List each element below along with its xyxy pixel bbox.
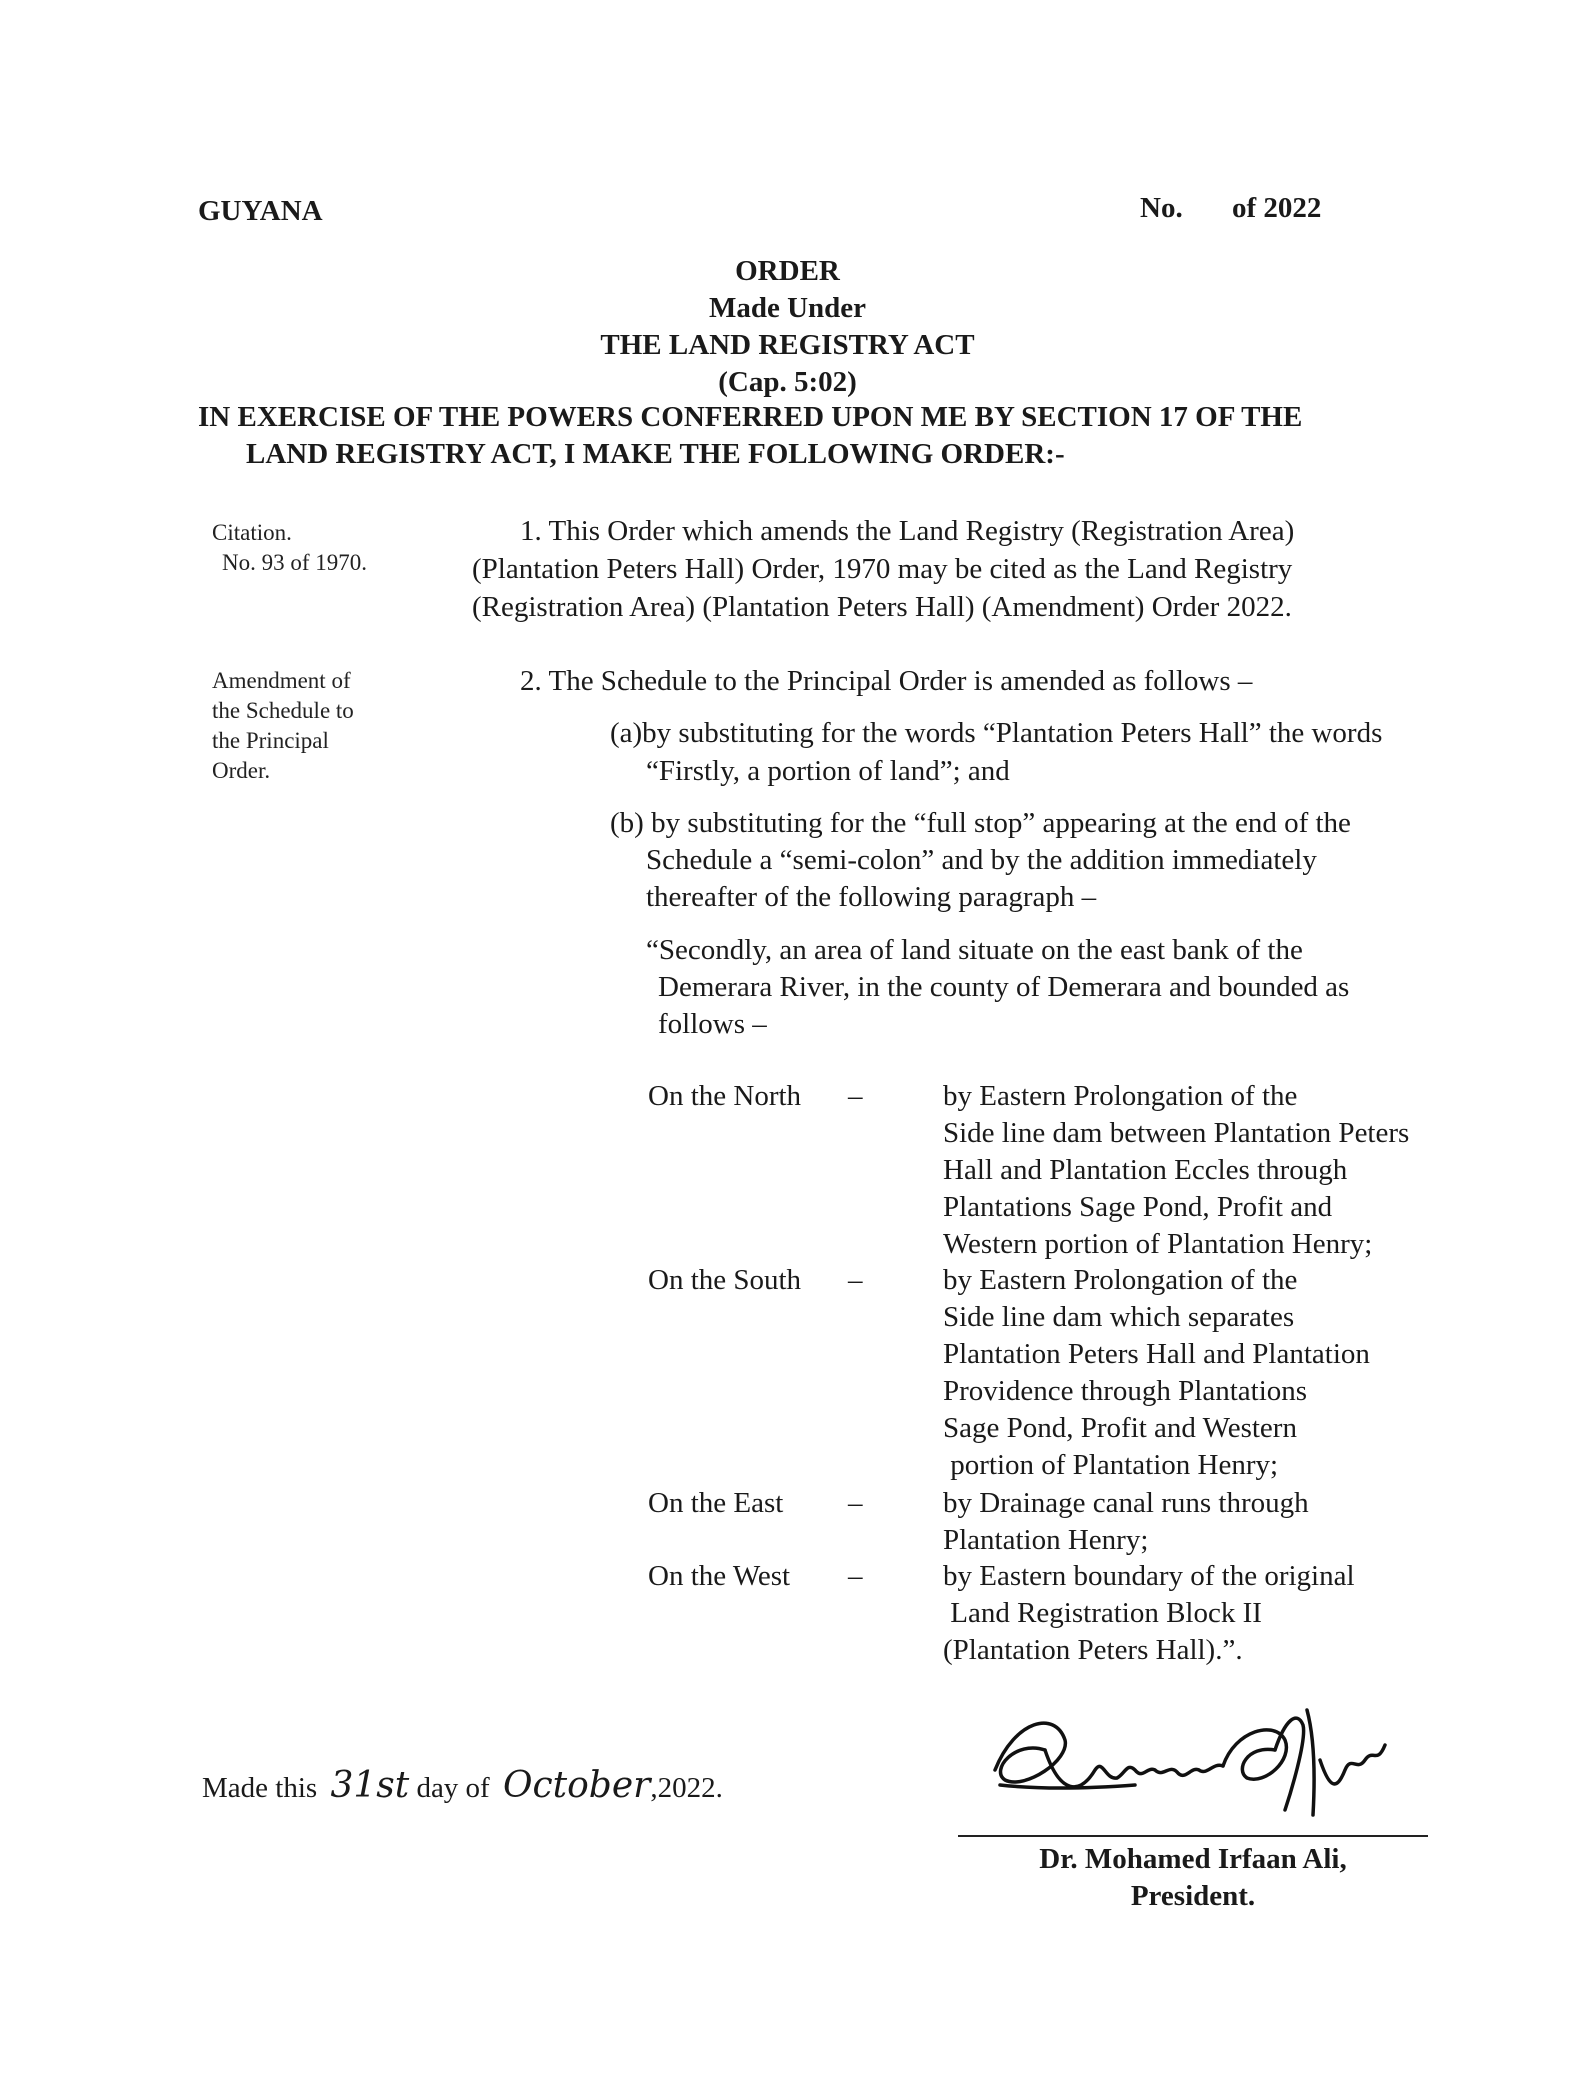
president-signature <box>985 1700 1405 1820</box>
signatory-title: President. <box>1130 1880 1256 1912</box>
section1-line2: (Plantation Peters Hall) Order, 1970 may be cited as the Land Registry <box>472 553 1293 585</box>
section2-b-line1: (b) by substituting for the “full stop” appearing at the end of the <box>610 807 1351 839</box>
title-order: ORDER <box>735 255 840 287</box>
margin-note-amendment-4: Order. <box>212 758 271 783</box>
boundary-south-label: On the South <box>648 1264 802 1296</box>
boundary-north-line1: by Eastern Prolongation of the <box>943 1080 1298 1112</box>
made-month-handwritten: October <box>502 1765 651 1806</box>
section2-quote-line3: follows – <box>658 1008 767 1040</box>
section2-b-line3: thereafter of the following paragraph – <box>646 881 1097 913</box>
order-number-label: No. <box>1140 192 1183 224</box>
order-year-label: of 2022 <box>1232 192 1322 224</box>
boundary-north-line2: Side line dam between Plantation Peters <box>943 1117 1410 1149</box>
boundary-east-line1: by Drainage canal runs through <box>943 1487 1309 1519</box>
boundary-south-line4: Providence through Plantations <box>943 1375 1308 1407</box>
made-prefix: Made this <box>202 1772 318 1804</box>
boundary-south-line1: by Eastern Prolongation of the <box>943 1264 1298 1296</box>
boundary-south-line3: Plantation Peters Hall and Plantation <box>943 1338 1370 1370</box>
boundary-south-line5: Sage Pond, Profit and Western <box>943 1412 1297 1444</box>
boundary-north-line4: Plantations Sage Pond, Profit and <box>943 1191 1333 1223</box>
margin-note-citation: Citation. <box>212 520 292 545</box>
made-year: ,2022. <box>650 1772 723 1804</box>
boundary-south-dash: – <box>848 1264 863 1296</box>
section2-intro: 2. The Schedule to the Principal Order is amended as follows – <box>520 665 1253 697</box>
margin-note-citation-ref: No. 93 of 1970. <box>222 550 368 575</box>
margin-note-amendment-1: Amendment of <box>212 668 351 693</box>
section2-a-line1: (a)by substituting for the words “Plantation Peters Hall” the words <box>610 717 1383 749</box>
boundary-west-dash: – <box>848 1560 863 1592</box>
title-made-under: Made Under <box>708 292 867 324</box>
made-mid: day of <box>416 1772 490 1804</box>
title-powers-line2: LAND REGISTRY ACT, I MAKE THE FOLLOWING ORDER:- <box>246 438 1065 470</box>
boundary-east-dash: – <box>848 1487 863 1519</box>
made-day-handwritten: 31st <box>330 1765 410 1806</box>
section1-line1: 1. This Order which amends the Land Registry (Registration Area) <box>520 515 1295 547</box>
boundary-west-line3: (Plantation Peters Hall).”. <box>943 1634 1243 1666</box>
made-date-line <box>202 1767 723 1807</box>
boundary-west-line2: Land Registration Block II <box>943 1597 1262 1629</box>
margin-note-amendment-3: the Principal <box>212 728 329 753</box>
title-act-name: THE LAND REGISTRY ACT <box>600 329 975 361</box>
title-cap: (Cap. 5:02) <box>718 366 857 398</box>
section2-a-line2: “Firstly, a portion of land”; and <box>646 755 1010 787</box>
section2-b-line2: Schedule a “semi-colon” and by the addition immediately <box>646 844 1317 876</box>
section1-line3: (Registration Area) (Plantation Peters Hall) (Amendment) Order 2022. <box>472 591 1292 623</box>
boundary-west-line1: by Eastern boundary of the original <box>943 1560 1355 1592</box>
country-heading: GUYANA <box>198 195 323 227</box>
signature-rule <box>958 1835 1428 1837</box>
section2-quote-line1: “Secondly, an area of land situate on the east bank of the <box>646 934 1303 966</box>
boundary-north-label: On the North <box>648 1080 802 1112</box>
boundary-west-label: On the West <box>648 1560 791 1592</box>
boundary-south-line2: Side line dam which separates <box>943 1301 1295 1333</box>
boundary-east-line2: Plantation Henry; <box>943 1524 1149 1556</box>
boundary-north-line5: Western portion of Plantation Henry; <box>943 1228 1373 1260</box>
section2-quote-line2: Demerara River, in the county of Demerara and bounded as <box>658 971 1350 1003</box>
boundary-north-line3: Hall and Plantation Eccles through <box>943 1154 1348 1186</box>
boundary-east-label: On the East <box>648 1487 784 1519</box>
boundary-south-line6: portion of Plantation Henry; <box>943 1449 1279 1481</box>
title-powers-line1: IN EXERCISE OF THE POWERS CONFERRED UPON ME BY SECTION 17 OF THE <box>198 401 1303 433</box>
boundary-north-dash: – <box>848 1080 863 1112</box>
signatory-name: Dr. Mohamed Irfaan Ali, <box>1039 1843 1347 1875</box>
margin-note-amendment-2: the Schedule to <box>212 698 354 723</box>
